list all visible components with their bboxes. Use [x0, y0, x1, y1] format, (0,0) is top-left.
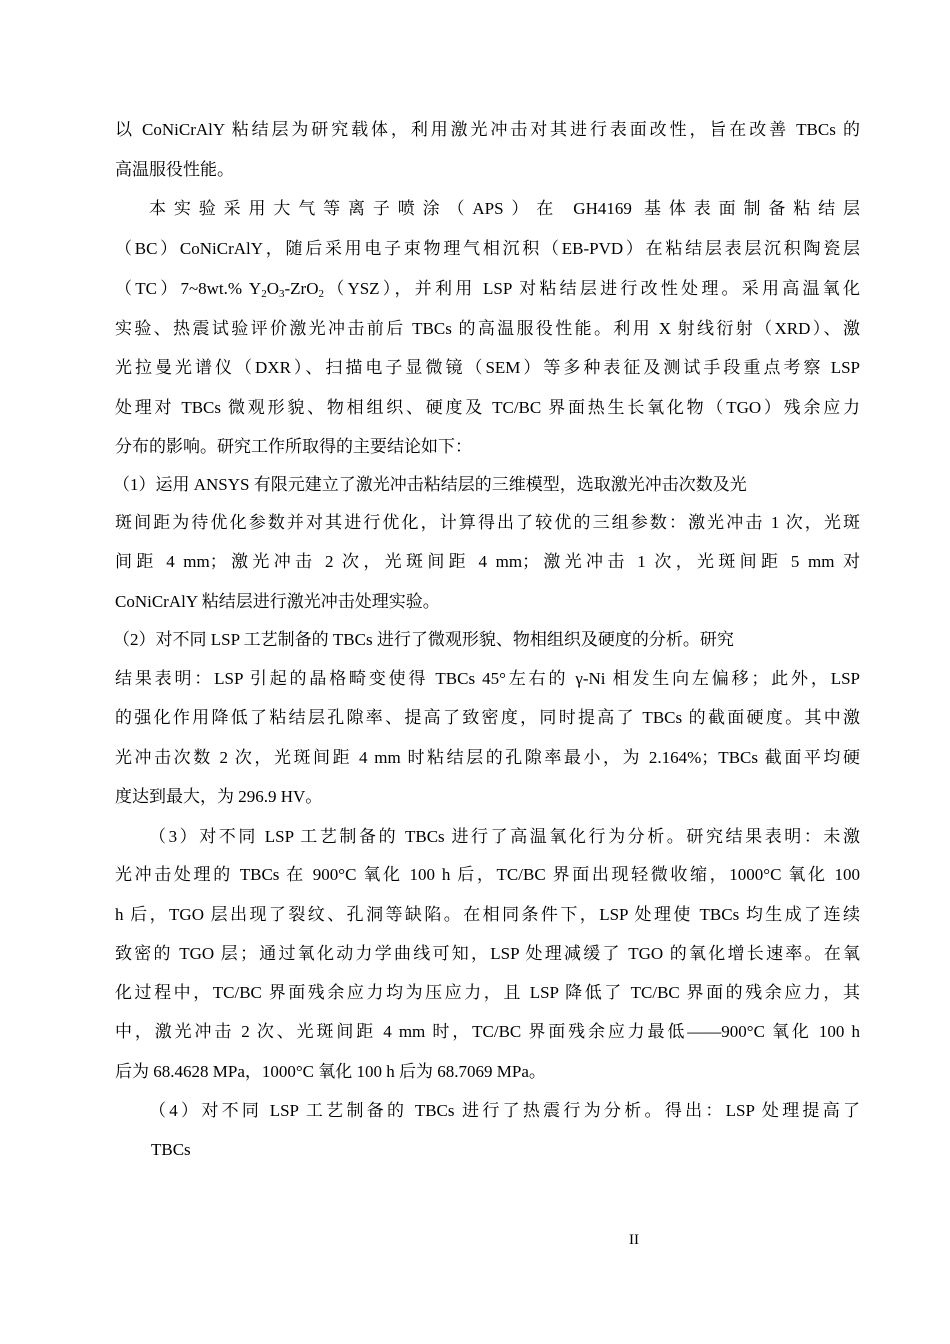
- text-line: （3）对不同 LSP 工艺制备的 TBCs 进行了高温氧化行为分析。研究结果表明：未激: [149, 827, 860, 846]
- text-line: 以 CoNiCrAlY 粘结层为研究载体，利用激光冲击对其进行表面改性，旨在改善 TBCs 的: [115, 120, 860, 139]
- text-line: 后为 68.4628 MPa，1000°C 氧化 100 h 后为 68.7069 MPa。: [115, 1062, 546, 1081]
- text-line: 度达到最大，为 296.9 HV。: [115, 787, 323, 806]
- text-line: 本实验采用大气等离子喷涂（APS）在 GH4169 基体表面制备粘结层: [149, 199, 860, 218]
- text-line: 间距 4 mm；激光冲击 2 次，光斑间距 4 mm；激光冲击 1 次，光斑间距 5 mm 对: [115, 552, 860, 571]
- text-line: 斑间距为待优化参数并对其进行优化，计算得出了较优的三组参数：激光冲击 1 次，光斑: [115, 513, 860, 532]
- text-line: （4）对不同 LSP 工艺制备的 TBCs 进行了热震行为分析。得出：LSP 处理提高了: [149, 1101, 860, 1120]
- text-line: （BC）CoNiCrAlY，随后采用电子束物理气相沉积（EB-PVD）在粘结层表层沉积陶瓷层: [115, 239, 860, 258]
- text-line: 中，激光冲击 2 次、光斑间距 4 mm 时，TC/BC 界面残余应力最低——900°C 氧化 100 h: [115, 1022, 860, 1041]
- text-line: 结果表明：LSP 引起的晶格畸变使得 TBCs 45°左右的 γ-Ni 相发生向左偏移；此外，LSP: [115, 669, 860, 688]
- text-line: （1）运用 ANSYS 有限元建立了激光冲击粘结层的三维模型，选取激光冲击次数及光: [113, 475, 747, 494]
- text-line: h 后，TGO 层出现了裂纹、孔洞等缺陷。在相同条件下，LSP 处理使 TBCs 均生成了连续: [115, 905, 860, 924]
- text-line: 致密的 TGO 层；通过氧化动力学曲线可知，LSP 处理减缓了 TGO 的氧化增长速率。在氧: [115, 944, 860, 963]
- text-line: 的强化作用降低了粘结层孔隙率、提高了致密度，同时提高了 TBCs 的截面硬度。其中激: [115, 708, 860, 727]
- text-line: 高温服役性能。: [115, 160, 234, 179]
- text-line: 光拉曼光谱仪（DXR）、扫描电子显微镜（SEM）等多种表征及测试手段重点考察 LSP: [115, 358, 860, 377]
- text-line: 化过程中，TC/BC 界面残余应力均为压应力，且 LSP 降低了 TC/BC 界面的残余应力，其: [115, 983, 860, 1002]
- text-line: 分布的影响。研究工作所取得的主要结论如下：: [115, 437, 472, 456]
- text-line: TBCs: [151, 1140, 191, 1159]
- page-number: II: [629, 1232, 639, 1248]
- text-line: 光冲击次数 2 次，光斑间距 4 mm 时粘结层的孔隙率最小，为 2.164%；TBCs 截面平均硬: [115, 748, 860, 767]
- text-line: 处理对 TBCs 微观形貌、物相组织、硬度及 TC/BC 界面热生长氧化物（TGO）残余应力: [115, 398, 860, 417]
- text-line: 实验、热震试验评价激光冲击前后 TBCs 的高温服役性能。利用 X 射线衍射（XRD）、激: [115, 319, 860, 338]
- text-line: （2）对不同 LSP 工艺制备的 TBCs 进行了微观形貌、物相组织及硬度的分析。研究: [113, 630, 734, 649]
- text-line-with-formula: （TC）7~8wt.% $Y_2O_3-ZrO_2(YSZ)$，并利用 LSP 对粘结层进行改性处理。采用高温氧化: [115, 279, 861, 300]
- text-line: CoNiCrAlY 粘结层进行激光冲击处理实验。: [115, 592, 440, 611]
- text-line: 光冲击处理的 TBCs 在 900°C 氧化 100 h 后，TC/BC 界面出现轻微收缩，1000°C 氧化 100: [115, 865, 860, 884]
